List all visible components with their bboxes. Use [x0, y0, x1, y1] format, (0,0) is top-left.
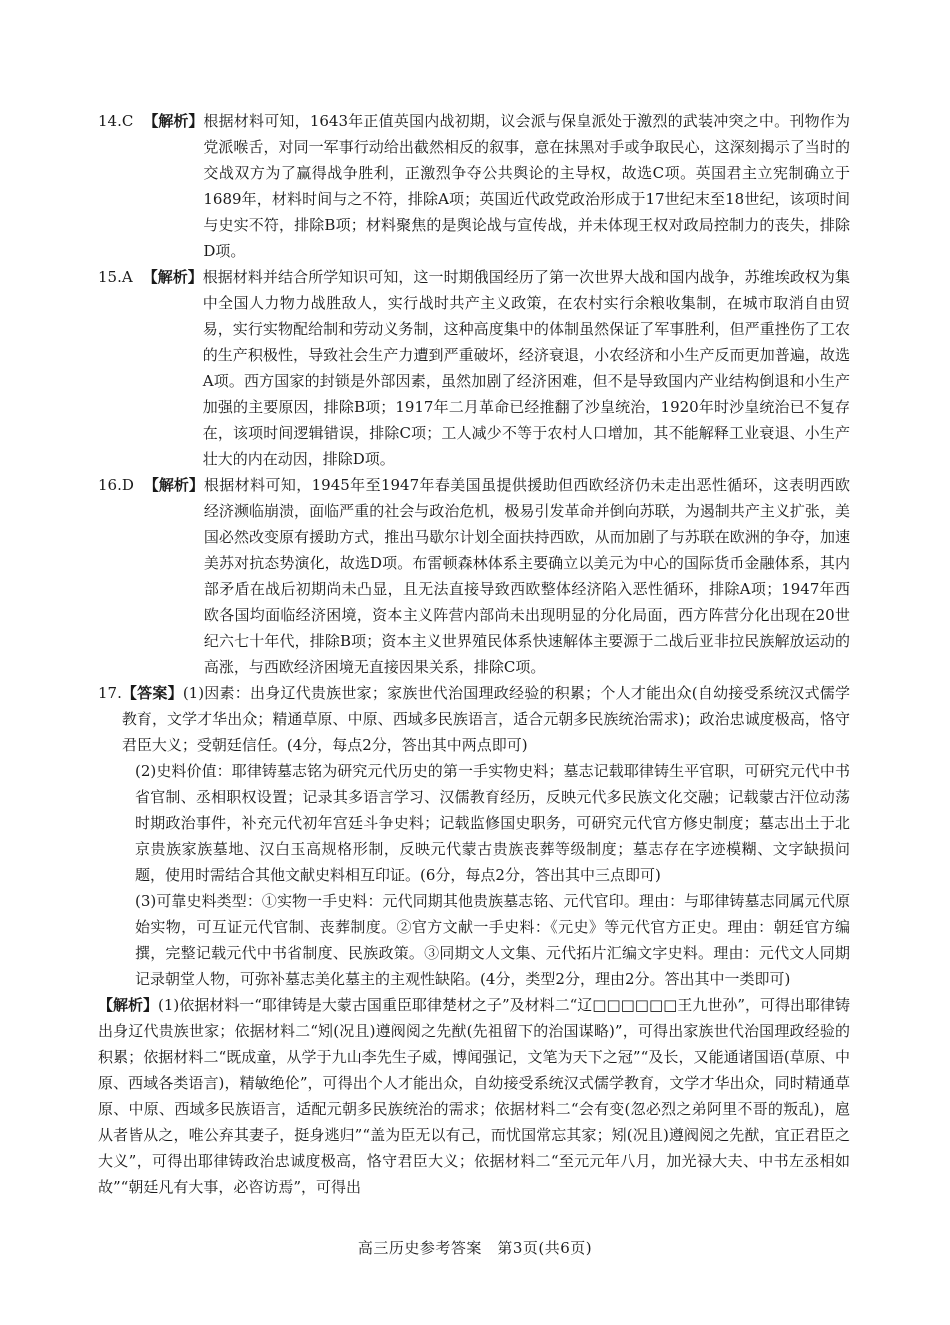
analysis-tag: 【解析】 [98, 996, 159, 1014]
page-footer: 高三历史参考答案 第3页(共6页) [357, 1239, 593, 1257]
analysis-tag: 【解析】 [142, 268, 203, 286]
answer-item-14 [98, 108, 850, 264]
item-number: 16.D 【解析】 [98, 476, 204, 494]
analysis-text: 根据材料可知，1643年正值英国内战初期，议会派与保皇派处于激烈的武装冲突之中。刊物作为党派喉舌，对同一军事行动给出截然相反的叙事，意在抹黑对手或争取民心，这深刻揭示了当时的交战双方为了赢得战争胜利，正激烈争夺公共舆论的主导权，故选C项。英国君主立宪制确立于1689年，材料时间与之不符，排除A项；英国近代政党政治形成于17世纪末至18世纪，该项时间与史实不符，排除B项；材料聚焦的是舆论战与宣传战，并未体现王权对政局控制力的丧失，排除D项。 [203, 112, 850, 260]
analysis-tag: 【解析】 [143, 112, 204, 130]
answer-item-17 [98, 680, 850, 758]
analysis-text: 根据材料并结合所学知识可知，这一时期俄国经历了第一次世界大战和国内战争，苏维埃政权为集中全国人力物力战胜敌人，实行战时共产主义政策，在农村实行余粮收集制，在城市取消自由贸易，实行实物配给制和劳动义务制，这种高度集中的体制虽然保证了军事胜利，但严重挫伤了工农的生产积极性，导致社会生产力遭到严重破坏，经济衰退，小农经济和小生产反而更加普遍，故选A项。西方国家的封锁是外部因素，虽然加剧了经济困难，但不是导致国内产业结构倒退和小生产加强的主要原因，排除B项；1917年二月革命已经推翻了沙皇统治，1920年时沙皇统治已不复存在，该项时间逻辑错误，排除C项；工人减少不等于农村人口增加，其不能解释工业衰退、小生产壮大的内在动因，排除D项。 [202, 268, 850, 468]
answer-item-16 [98, 472, 850, 680]
answer-part-1: 【答案】(1)因素：出身辽代贵族世家；家族世代治国理政经验的积累；个人才能出众(自幼接受系统汉式儒学教育，文学才华出众；精通草原、中原、西域多民族语言，适合元朝多民族统治需求)；政治忠诚度极高，恪守君臣大义；受朝廷信任。(4分，每点2分，答出其中两点即可) [121, 684, 850, 754]
analysis-text: 根据材料可知，1945年至1947年春美国虽提供援助但西欧经济仍未走出恶性循环，这表明西欧经济濒临崩溃，面临严重的社会与政治危机，极易引发革命并倒向苏联，为遏制共产主义扩张，美国必然改变原有援助方式，推出马歇尔计划全面扶持西欧，从而加剧了与苏联在欧洲的争夺，加速美苏对抗态势演化，故选D项。布雷顿森林体系主要确立以美元为中心的国际货币金融体系，其内部矛盾在战后初期尚未凸显，且无法直接导致西欧整体经济陷入恶性循环，排除A项；1947年西欧各国均面临经济困境，资本主义阵营内部尚未出现明显的分化局面，西方阵营分化出现在20世纪六七十年代，排除B项；资本主义世界殖民体系快速解体主要源于二战后亚非拉民族解放运动的高涨，与西欧经济困境无直接因果关系，排除C项。 [203, 476, 850, 676]
answer-tag: 【答案】 [121, 684, 183, 702]
item-number: 17. [98, 684, 122, 702]
item-number: 15.A 【解析】 [98, 268, 203, 286]
answer-17-continued [98, 758, 850, 992]
answer-part-2: (2)史料价值：耶律铸墓志铭为研究元代历史的第一手实物史料；墓志记载耶律铸生平官职，可研究元代中书省官制、丞相职权设置；记录其多语言学习、汉儒教育经历，反映元代多民族文化交融；记载蒙古汗位动荡时期政治事件，补充元代初年宫廷斗争史料；记载监修国史职务，可研究元代官方修史制度；墓志出土于北京贵族家族墓地、汉白玉高规格形制，反映元代蒙古贵族丧葬等级制度；墓志存在字迹模糊、文字缺损问题，使用时需结合其他文献史料相互印证。(6分，每点2分，答出其中三点即可) [135, 762, 850, 884]
answer-content [98, 108, 850, 1200]
item-number: 14.C 【解析】 [98, 112, 204, 130]
answer-part-3: (3)可靠史料类型：①实物一手史料：元代同期其他贵族墓志铭、元代官印。理由：与耶律铸墓志同属元代原始实物，可互证元代官制、丧葬制度。②官方文献一手史料：《元史》等元代官方正史。理由：朝廷官方编撰，完整记载元代中书省制度、民族政策。③同期文人文集、元代拓片汇编文字史料。理由：元代文人同期记录朝堂人物，可弥补墓志美化墓主的主观性缺陷。(4分，类型2分，理由2分。答出其中一类即可) [135, 892, 850, 988]
analysis-17: 【解析】(1)依据材料一“耶律铸是大蒙古国重臣耶律楚材之子”及材料二“辽□□□□□□王九世孙”，可得出耶律铸出身辽代贵族世家；依据材料二“矧(况且)遵阀阅之先猷(先祖留下的治国谋略)”，可得出家族世代治国理政经验的积累；依据材料二“既成童，从学于九山李先生子威，博闻强记，文笔为天下之冠”“及长，又能通诸国语(草原、中原、西域各类语言)，精敏绝伦”，可得出个人才能出众，自幼接受系统汉式儒学教育，文学才华出众，同时精通草原、中原、西域多民族语言，适配元朝多民族统治的需求；依据材料二“会有变(忽必烈之弟阿里不哥的叛乱)，扈从者皆从之，唯公弃其妻子，挺身逃归”“盖为臣无以有己，而忧国常忘其家；矧(况且)遵阀阅之先猷，宜正君臣之大义”，可得出耶律铸政治忠诚度极高，恪守君臣大义；依据材料二“至元元年八月，加光禄大夫、中书左丞相如故”“朝廷凡有大事，必咨访焉”，可得出 [98, 996, 850, 1196]
analysis-tag: 【解析】 [143, 476, 204, 494]
answer-item-15 [98, 264, 850, 472]
